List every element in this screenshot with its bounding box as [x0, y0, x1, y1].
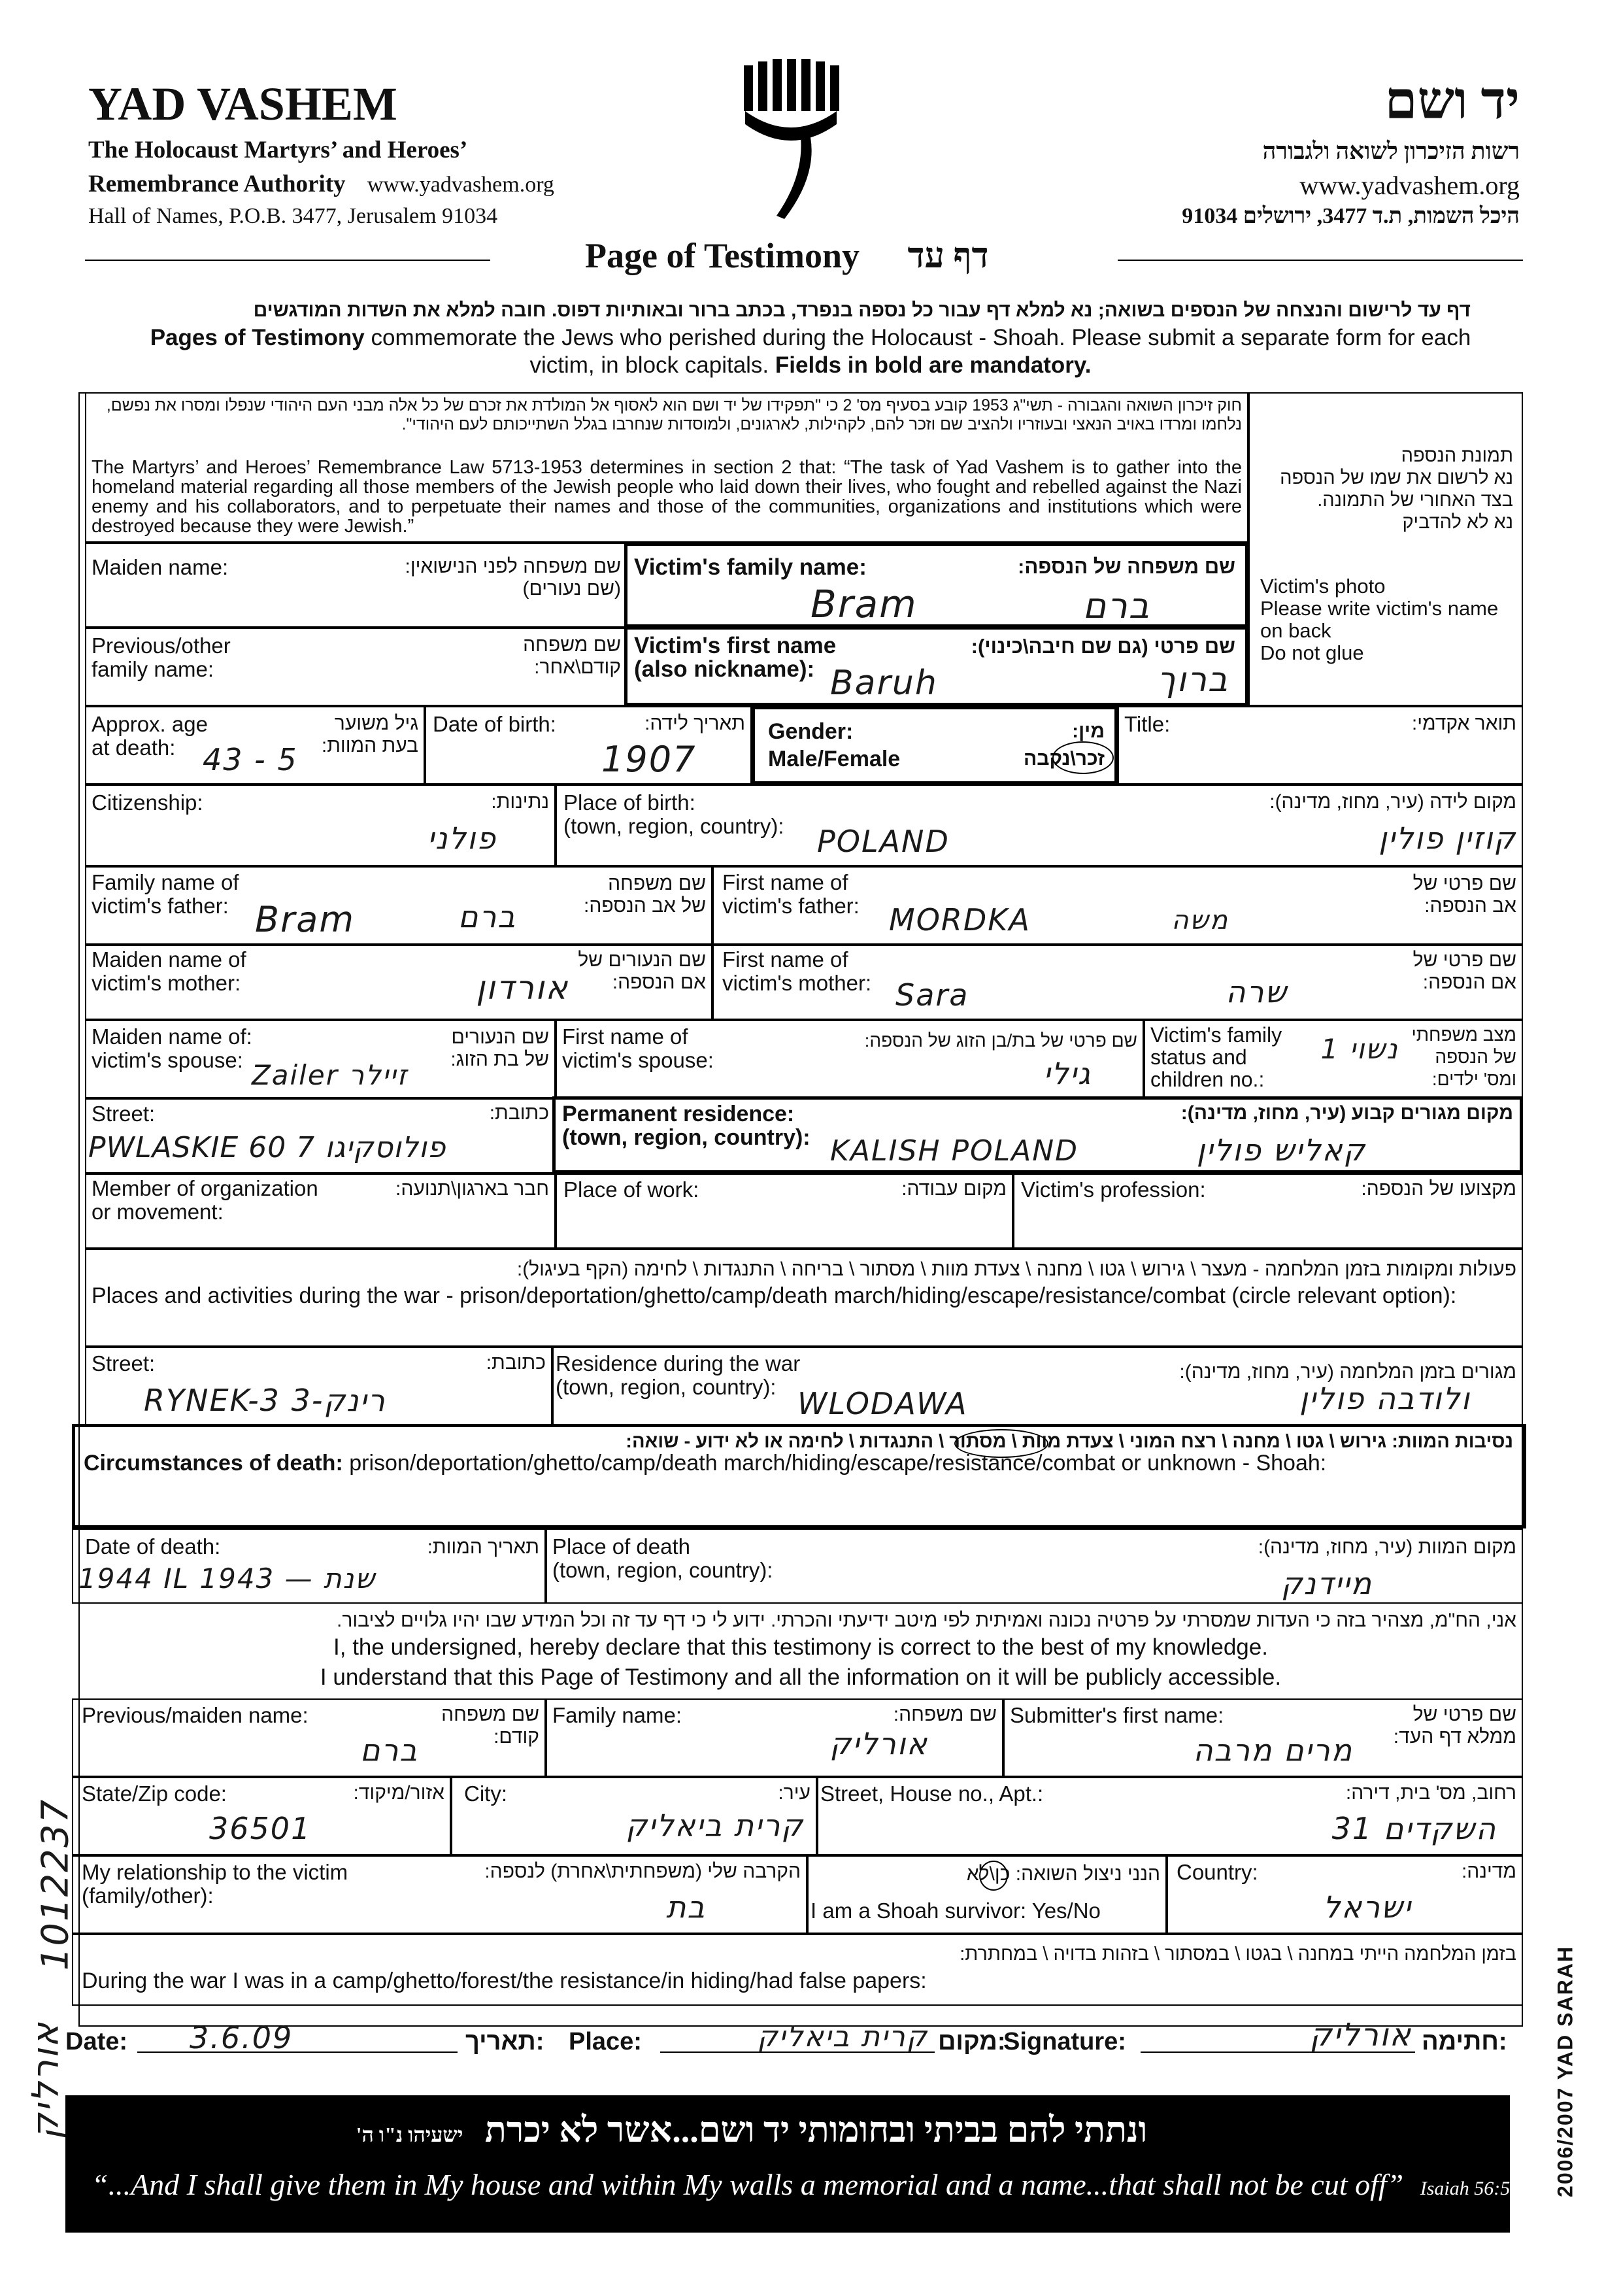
family-status-value: נשוי 1 [1320, 1033, 1399, 1065]
side-number: 1012237 [34, 1798, 77, 1971]
org-subtitle-2 [88, 170, 554, 198]
sub-family-value: אורליק [829, 1726, 928, 1761]
war-street-label-he: כתובת: [486, 1352, 546, 1374]
sub-prev-value: ברם [359, 1732, 418, 1768]
mother-first-value-en: Sara [895, 977, 969, 1013]
sub-relationship-value: בת [666, 1889, 706, 1925]
pob-value-he: קוזין פולין [1379, 820, 1516, 856]
age-label: Approx. age at death: [92, 712, 208, 760]
street-value: PWLASKIE 60 7 פולוסקיגו [88, 1131, 446, 1164]
street-label-he: כתובת: [489, 1102, 549, 1124]
sub-prev-label: Previous/maiden name: [82, 1703, 309, 1727]
quote-he-text: ונתתי להם בביתי ובחומותי יד ושם...אשר לא יכרת [484, 2110, 1148, 2150]
quote-banner [65, 2095, 1510, 2233]
member-org-label-he: חבר בארגון\תנועה: [395, 1178, 549, 1200]
mother-first-label: First name of victim's mother: [722, 947, 872, 995]
father-family-value-en: Bram [255, 899, 355, 940]
form-title [585, 235, 989, 276]
war-residence-value-en: WLODAWA [797, 1386, 968, 1421]
dob-label: Date of birth: [433, 712, 556, 736]
residence-value-he: קאליש פולין [1196, 1132, 1366, 1168]
intro-en [92, 324, 1529, 379]
sub-country-value: ישראל [1323, 1889, 1412, 1925]
sub-family-label-he: שם משפחה: [893, 1704, 997, 1725]
address-en: Hall of Names, P.O.B. 3477, Jerusalem 91034 [88, 204, 498, 228]
pob-label: Place of birth: (town, region, country): [563, 790, 784, 838]
divider-left [85, 260, 490, 261]
sub-street-label-he: רחוב, מס' בית, דירה: [1345, 1782, 1516, 1804]
date-line [137, 2051, 458, 2053]
father-family-label-he: שם משפחה של אב הנספה: [584, 873, 706, 917]
dod-label-he: תאריך המוות: [427, 1536, 539, 1558]
date-label-he: תאריך: [465, 2028, 544, 2055]
quote-en [92, 2167, 1511, 2202]
yad-vashem-logo [739, 59, 856, 222]
intro-en-bold-2: Fields in bold are mandatory. [775, 352, 1092, 378]
prev-family-label-he: שם משפחה קודם\אחר: [523, 634, 621, 678]
dod-value: 1944 IL 1943 — שנת [78, 1562, 376, 1595]
dod-label: Date of death: [85, 1534, 221, 1559]
war-places-en: Places and activities during the war - prison/deportation/ghetto/camp/death march/hiding/escape/resistance/combat (circle relevant option): [92, 1283, 1457, 1308]
org-name-he: יד ושם [1384, 73, 1520, 130]
war-residence-value-he: ולודבה פולין [1299, 1381, 1471, 1416]
circumstances-en [84, 1451, 1522, 1475]
title-label-he: תואר אקדמי: [1411, 713, 1516, 734]
sub-country-label: Country: [1177, 1860, 1258, 1884]
sub-first-value: מרים מרבה [1193, 1732, 1353, 1768]
quote-he [65, 2110, 1438, 2150]
divider-right [1118, 260, 1523, 261]
law-en: The Martyrs’ and Heroes’ Remembrance Law 5713-1953 determines in section 2 that: “The task of Yad Vashem is to gather into the homeland material regarding all those members of the Jewish people who laid down their lives, who fought and rebelled against the Nazi enemy and his collaborators, and to perpetuate their names and those of the communities, organizations and institutions which were destroyed because they were Jewish.” [92, 457, 1242, 537]
family-name-value-he: ברם [1082, 585, 1150, 626]
citizenship-label: Citizenship: [92, 790, 203, 815]
place-work-label-he: מקום עבודה: [901, 1178, 1007, 1200]
org-name-en: YAD VASHEM [88, 78, 397, 130]
sub-relationship-label-he: הקרבה שלי (משפחתית\אחרת) לנספה: [484, 1861, 801, 1882]
declaration-en-2: I understand that this Page of Testimony and all the information on it will be publicly accessible. [320, 1664, 1282, 1690]
date-value: 3.6.09 [190, 2020, 293, 2055]
form-title-he: דף עד [907, 236, 989, 275]
pob-value-en: POLAND [817, 824, 950, 859]
pob-label-he: מקום לידה (עיר, מחוז, מדינה): [1269, 791, 1516, 813]
circumstances-en-text: prison/deportation/ghetto/camp/death march/hiding/escape/resistance/combat or unknown - Shoah: [349, 1451, 1327, 1476]
mother-first-value-he: שרה [1226, 974, 1288, 1009]
sub-country-label-he: מדינה: [1461, 1861, 1516, 1882]
pod-value: מיידנק [1281, 1566, 1373, 1601]
sub-zip-value: 36501 [209, 1811, 312, 1846]
war-residence-label-he: מגורים בזמן המלחמה (עיר, מחוז, מדינה): [1179, 1361, 1516, 1383]
signature-row [0, 2017, 1621, 2066]
family-name-label-he: שם משפחה של הנספה: [1018, 555, 1235, 578]
sub-relationship-label: My relationship to the victim (family/other): [82, 1860, 348, 1908]
sub-zip-label-he: אזור/מיקוד: [353, 1782, 444, 1804]
photo-label-he: תמונת הנספה נא לרשום את שמו של הנספה בצד האחורי של התמונה. נא לא להדביק [1280, 445, 1513, 533]
place-work-label: Place of work: [563, 1177, 699, 1202]
law-he: חוק זיכרון השואה והגבורה - תשי"ג 1953 קובע בסעיף מס' 2 כי "תפקידו של יד ושם הוא לאסוף אל המולדת את זכרם של כל אלה מבני העם היהודי שנפלו ומסרו את נפשם, נלחמו ומרדו באויב הנאצי ובעוזריו ולהציב שם וזכר להם, לקהילות, לארגונים, ולמוסדות שנחרבו בגלל השתייכותם לעם היהודי". [106, 396, 1242, 433]
sub-street-label: Street, House no., Apt.: [820, 1781, 1044, 1806]
sub-city-label-he: עיר: [778, 1782, 811, 1804]
sub-first-label-he: שם פרטי של ממלא דף העד: [1393, 1704, 1516, 1747]
father-family-value-he: ברם [458, 899, 516, 934]
father-first-label-he: שם פרטי של אב הנספה: [1412, 873, 1516, 917]
sub-survivor-label-he: הנני ניצול השואה: כן\לא [966, 1863, 1160, 1885]
circumstances-mass-murder-circle [954, 1429, 1048, 1458]
profession-label-he: מקצועו של הנספה: [1361, 1178, 1516, 1200]
signature-label: Signature: [1003, 2028, 1126, 2055]
residence-label: Permanent residence: (town, region, country): [562, 1102, 811, 1150]
first-name-label: Victim's first name (also nickname): [634, 633, 837, 682]
sub-city-label: City: [464, 1781, 507, 1806]
declaration-he: אני, הח"מ, מצהיר בזה כי העדות שמסרתי על פרטיה נכונה ואמיתית לפי מיטב ידיעתי והכרתי. ידוע לי כי דף עד זה וכל המידע שבו יהיו גלויים לציבור. [337, 1610, 1516, 1631]
age-label-he: גיל משוער בעת המוות: [321, 713, 418, 756]
quote-he-ref: ישעיהו נ"ו ה' [356, 2123, 463, 2146]
family-name-label: Victim's family name: [634, 554, 867, 580]
circumstances-en-bold: Circumstances of death: [84, 1451, 343, 1476]
mother-maiden-label: Maiden name of victim's mother: [92, 947, 246, 995]
intro-en-text-2: victim, in block capitals. [529, 352, 769, 378]
intro-en-bold: Pages of Testimony [150, 325, 365, 350]
sub-city-value: קרית ביאליק [626, 1808, 804, 1843]
website-en: www.yadvashem.org [367, 173, 554, 197]
father-first-label: First name of victim's father: [722, 870, 860, 918]
first-name-value-en: Baruh [830, 664, 938, 703]
website-he: www.yadvashem.org [1299, 171, 1520, 200]
pod-label: Place of death (town, region, country): [552, 1534, 773, 1582]
quote-en-text: “...And I shall give them in My house and within My walls a memorial and a name...that shall not be cut off” [92, 2168, 1404, 2201]
place-value: קרית ביאליק [757, 2020, 928, 2053]
citizenship-value: פולני [427, 820, 497, 856]
profession-label: Victim's profession: [1021, 1177, 1206, 1202]
form-title-en: Page of Testimony [585, 236, 860, 275]
org-subtitle-1: The Holocaust Martyrs’ and Heroes’ [88, 137, 468, 163]
residence-label-he: מקום מגורים קבוע (עיר, מחוז, מדינה): [1180, 1102, 1513, 1124]
side-right-label: 2006/2007 YAD SARAH [1553, 1946, 1577, 2197]
intro-he: דף עד לרישום והנצחה של הנספים בשואה; נא למלא דף עבור כל נספה בנפרד, בכתב ברור ובאותיות דפוס. חובה למלא את השדות המודגשים [253, 299, 1471, 321]
father-first-value-en: MORDKA [889, 902, 1031, 937]
place-label-he: מקום: [938, 2028, 1006, 2055]
member-org-label: Member of organization or movement: [92, 1176, 318, 1224]
mother-maiden-label-he: שם הנעורים של אם הנספה: [578, 949, 706, 993]
maiden-name-label: Maiden name: [92, 555, 229, 579]
signature-value: אורליק [1309, 2017, 1412, 2053]
mother-maiden-value: אורדון [476, 969, 569, 1007]
sub-survivor-no-circle [979, 1861, 1008, 1891]
family-status-label: Victim's family status and children no.: [1150, 1023, 1282, 1091]
age-value: 43 - 5 [203, 742, 298, 777]
spouse-maiden-value: Zailer זיילר [252, 1059, 409, 1091]
sub-survivor-label: I am a Shoah survivor: Yes/No [811, 1899, 1101, 1923]
war-places-he: פעולות ומקומות בזמן המלחמה - מעצר \ גירוש \ גטו \ מחנה \ צעדת מוות \ מסתור \ בריחה \ התנגדות \ לחימה (הקף בעיגול): [516, 1258, 1516, 1280]
gender-label: Gender: Male/Female [768, 719, 901, 771]
pod-label-he: מקום המוות (עיר, מחוז, מדינה): [1258, 1536, 1516, 1558]
side-note: אורליק [24, 2021, 67, 2140]
dob-value: 1907 [601, 739, 697, 780]
father-first-value-he: משה [1171, 905, 1229, 936]
spouse-first-value: גילי [1043, 1056, 1092, 1091]
sub-prev-label-he: שם משפחה קודם: [441, 1704, 539, 1747]
maiden-name-label-he: שם משפחה לפני הנישואין: (שם נעורים) [405, 556, 621, 599]
org-sub-he: רשות הזיכרון לשואה ולגבורה [1262, 138, 1520, 164]
first-name-label-he: שם פרטי (גם שם חיבה\כינוי): [971, 635, 1235, 658]
dob-label-he: תאריך לידה: [644, 713, 745, 734]
family-name-value-en: Bram [811, 582, 918, 626]
spouse-maiden-label: Maiden name of: victim's spouse: [92, 1024, 252, 1072]
date-label: Date: [65, 2028, 128, 2055]
signature-label-he: חתימה: [1422, 2028, 1507, 2055]
declaration-en-1: I, the undersigned, hereby declare that this testimony is correct to the best of my knowledge. [333, 1634, 1268, 1660]
during-war-en: During the war I was in a camp/ghetto/forest/the resistance/in hiding/had false papers: [82, 1968, 927, 1993]
prev-family-label: Previous/other family name: [92, 633, 231, 681]
street-label: Street: [92, 1102, 156, 1126]
family-status-label-he: מצב משפחתי של הנספה ומס' ילדים: [1411, 1024, 1516, 1089]
gender-male-circle [1052, 741, 1114, 774]
intro-en-text: commemorate the Jews who perished during the Holocaust - Shoah. Please submit a separate form for each [371, 325, 1471, 350]
circumstances-he: נסיבות המוות: גירוש \ גטו \ מחנה \ רצח המוני \ צעדת מוות \ מסתור \ התנגדות \ לחימה או לא ידוע - שואה: [626, 1431, 1513, 1452]
spouse-first-label-he: שם פרטי של בת/בן הזוג של הנספה: [864, 1030, 1137, 1051]
war-street-label: Street: [92, 1351, 156, 1376]
sub-first-label: Submitter's first name: [1010, 1703, 1224, 1727]
sub-family-label: Family name: [552, 1703, 682, 1727]
during-war-he: בזמן המלחמה הייתי במחנה \ בגטו \ במסתור \ בזהות בדויה \ במחתרת: [960, 1944, 1516, 1965]
mother-first-label-he: שם פרטי של אם הנספה: [1412, 949, 1516, 993]
sub-street-value: השקדים 31 [1331, 1811, 1497, 1846]
first-name-value-he: ברוך [1157, 660, 1229, 700]
father-family-label: Family name of victim's father: [92, 870, 239, 918]
citizenship-label-he: נתינות: [491, 791, 549, 813]
address-he: היכל השמות, ת.ד 3477, ירושלים 91034 [1182, 204, 1520, 228]
photo-label-en: Victim's photo Please write victim's name on back Do not glue [1260, 575, 1499, 664]
title-label: Title: [1124, 712, 1171, 736]
spouse-first-label: First name of victim's spouse: [562, 1024, 714, 1072]
residence-value-en: KALISH POLAND [830, 1134, 1079, 1168]
place-label: Place: [569, 2028, 642, 2055]
spouse-maiden-label-he: שם הנעורים של בת הזוג: [450, 1026, 549, 1070]
org-subtitle-2-text: Remembrance Authority [88, 171, 346, 197]
quote-en-ref: Isaiah 56:5 [1420, 2178, 1511, 2199]
sub-zip-label: State/Zip code: [82, 1781, 227, 1806]
war-residence-label: Residence during the war (town, region, country): [556, 1351, 801, 1399]
war-street-value: RYNEK-3 רינק-3 [144, 1383, 386, 1418]
gender-label-he: מין: זכר\נקבה [1024, 720, 1105, 769]
